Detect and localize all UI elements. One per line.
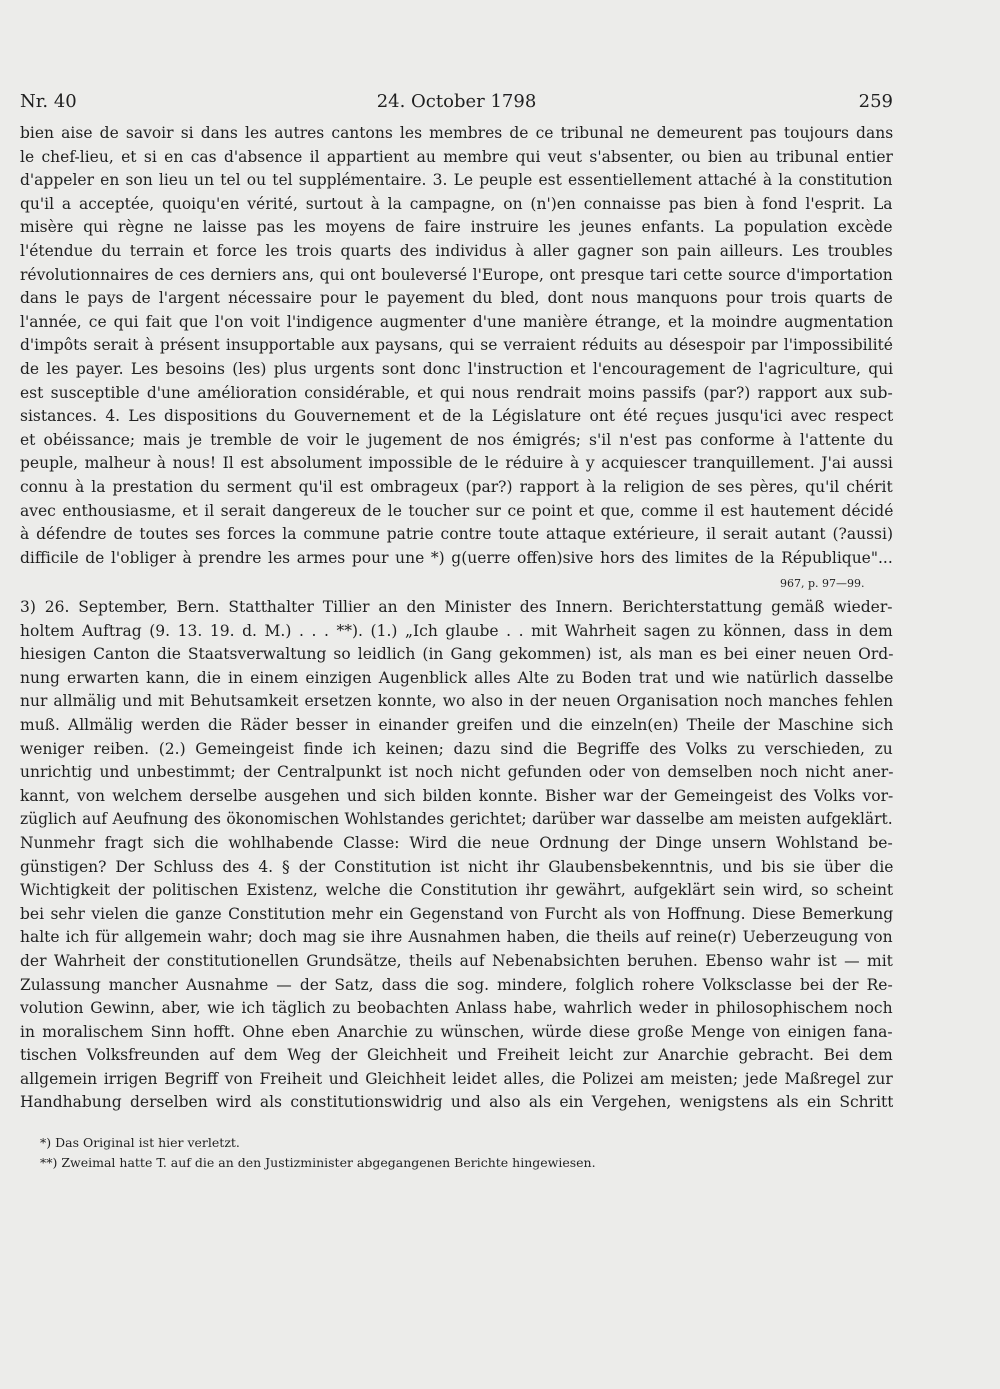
text-line: de les payer. Les besoins (les) plus urgents sont donc l'instruction et l'encouragement de l'agriculture, qui [20,359,893,378]
text-line: günstigen? Der Schluss des 4. § der Constitution ist nicht ihr Glaubensbekenntnis, und bis sie über die [20,857,893,876]
source-citation: 967, p. 97—99. [780,577,865,590]
text-line: l'étendue du terrain et force les trois quarts des individus à aller gagner son pain ailleurs. Les troubles [20,241,893,260]
text-line: et obéissance; mais je tremble de voir le jugement de nos émigrés; s'il n'est pas conforme à l'attente du [20,430,893,449]
text-line: nur allmälig und mit Behutsamkeit ersetzen konnte, wo also in der neuen Organisation noch manches fehlen [20,692,893,711]
text-line: züglich auf Aeufnung des ökonomischen Wohlstandes gerichtet; darüber war dasselbe am meisten aufgeklärt. [20,810,893,829]
page-header [20,90,893,114]
document-number: Nr. 40 [20,91,77,112]
text-line: Wichtigkeit der politischen Existenz, welche die Constitution ihr gewährt, aufgeklärt sein wird, so scheint [20,881,893,900]
text-line: in moralischem Sinn hofft. Ohne eben Anarchie zu wünschen, würde diese große Menge von einigen fana- [20,1022,893,1041]
text-line: avec enthousiasme, et il serait dangereux de le toucher sur ce point et que, comme il est hautement décidé [20,501,893,520]
text-line: weniger reiben. (2.) Gemeingeist finde ich keinen; dazu sind die Begriffe des Volks zu verschieden, zu [20,739,893,758]
text-line: halte ich für allgemein wahr; doch mag sie ihre Ausnahmen haben, die theils auf reine(r) Ueberzeugung von [20,928,893,947]
text-line: nung erwarten kann, die in einem einzigen Augenblick alles Alte zu Boden trat und wie natürlich dasselbe [20,668,893,687]
text-line: est susceptible d'une amélioration considérable, et qui nous rendrait moins passifs (par?) rapport aux sub- [20,383,893,402]
text-line: unrichtig und unbestimmt; der Centralpunkt ist noch nicht gefunden oder von demselben noch nicht aner- [20,763,893,782]
text-line: sistances. 4. Les dispositions du Gouvernement et de la Législature ont été reçues jusqu'ici avec respect [20,407,893,426]
text-line: révolutionnaires de ces derniers ans, qui ont bouleversé l'Europe, ont presque tari cette source d'importation [20,265,893,284]
text-line: holtem Auftrag (9. 13. 19. d. M.) . . . **). (1.) „Ich glaube . . mit Wahrheit sagen zu können, dass in dem [20,621,893,640]
text-line: bei sehr vielen die ganze Constitution mehr ein Gegenstand von Furcht als von Hoffnung. Diese Bemerkung [20,904,893,923]
text-line: dans le pays de l'argent nécessaire pour le payement du bled, dont nous manquons pour trois quarts de [20,289,893,308]
text-line: Handhabung derselben wird als constitutionswidrig und also als ein Vergehen, wenigstens als ein Schritt [20,1093,893,1112]
text-line: allgemein irrigen Begriff von Freiheit und Gleichheit leidet alles, die Polizei am meisten; jede Maßregel zur [20,1069,893,1088]
text-line: connu à la prestation du serment qu'il est ombrageux (par?) rapport à la religion de ses pères, qu'il chérit [20,477,893,496]
header-date: 24. October 1798 [376,91,537,112]
german-report-text [20,596,893,1115]
footnote-1: *) Das Original ist hier verletzt. [40,1135,240,1150]
footnote-2: **) Zweimal hatte T. auf die an den Justizminister abgegangenen Berichte hingewiesen. [40,1155,596,1170]
text-line: l'année, ce qui fait que l'on voit l'indigence augmenter d'une manière étrange, et la moindre augmentation [20,312,893,331]
text-line: bien aise de savoir si dans les autres cantons les membres de ce tribunal ne demeurent pas toujours dans [20,124,893,142]
text-line: Nunmehr fragt sich die wohlhabende Classe: Wird die neue Ordnung der Dinge unsern Wohlstand be- [20,833,893,852]
text-line: d'appeler en son lieu un tel ou tel supplémentaire. 3. Le peuple est essentiellement attaché à la constitution [20,171,893,190]
text-line: tischen Volksfreunden auf dem Weg der Gleichheit und Freiheit leicht zur Anarchie gebracht. Bei dem [20,1046,893,1065]
text-line: à défendre de toutes ses forces la commune patrie contre toute attaque extérieure, il serait autant (?aussi) [20,525,893,544]
text-line: volution Gewinn, aber, wie ich täglich zu beobachten Anlass habe, wahrlich weder in philosophischem noch [20,999,893,1018]
page-number: 259 [858,91,893,112]
text-line: Zulassung mancher Ausnahme — der Satz, dass die sog. mindere, folglich rohere Volksclasse bei der Re- [20,975,893,994]
text-line: d'impôts serait à présent insupportable aux paysans, qui se verraient réduits au désespoir par l'impossibilité [20,336,893,355]
text-line: kannt, von welchem derselbe ausgehen und sich bilden konnte. Bisher war der Gemeingeist des Volks vor- [20,786,893,805]
french-report-text [20,122,893,570]
text-line: der Wahrheit der constitutionellen Grundsätze, theils auf Nebenabsichten beruhen. Ebenso wahr ist — mit [20,951,893,970]
text-line: difficile de l'obliger à prendre les armes pour une *) g(uerre offen)sive hors des limites de la République"... [20,548,893,567]
text-line: misère qui règne ne laisse pas les moyens de faire instruire les jeunes enfants. La population excède [20,218,893,237]
text-line: qu'il a acceptée, quoiqu'en vérité, surtout à la campagne, on (n')en connaisse pas bien à fond l'esprit. La [20,194,893,213]
text-line: le chef-lieu, et si en cas d'absence il appartient au membre qui veut s'absenter, ou bien au tribunal entier [20,147,893,166]
text-line: 3) 26. September, Bern. Statthalter Tillier an den Minister des Innern. Berichterstattung gemäß wieder- [20,598,893,616]
text-line: muß. Allmälig werden die Räder besser in einander greifen und die einzeln(en) Theile der Maschine sich [20,715,893,734]
text-line: hiesigen Canton die Staatsverwaltung so leidlich (in Gang gekommen) ist, als man es bei einer neuen Ord- [20,645,893,664]
footnotes [40,1133,900,1173]
text-line: peuple, malheur à nous! Il est absolument impossible de le réduire à y acquiescer tranquillement. J'ai aussi [20,454,893,473]
